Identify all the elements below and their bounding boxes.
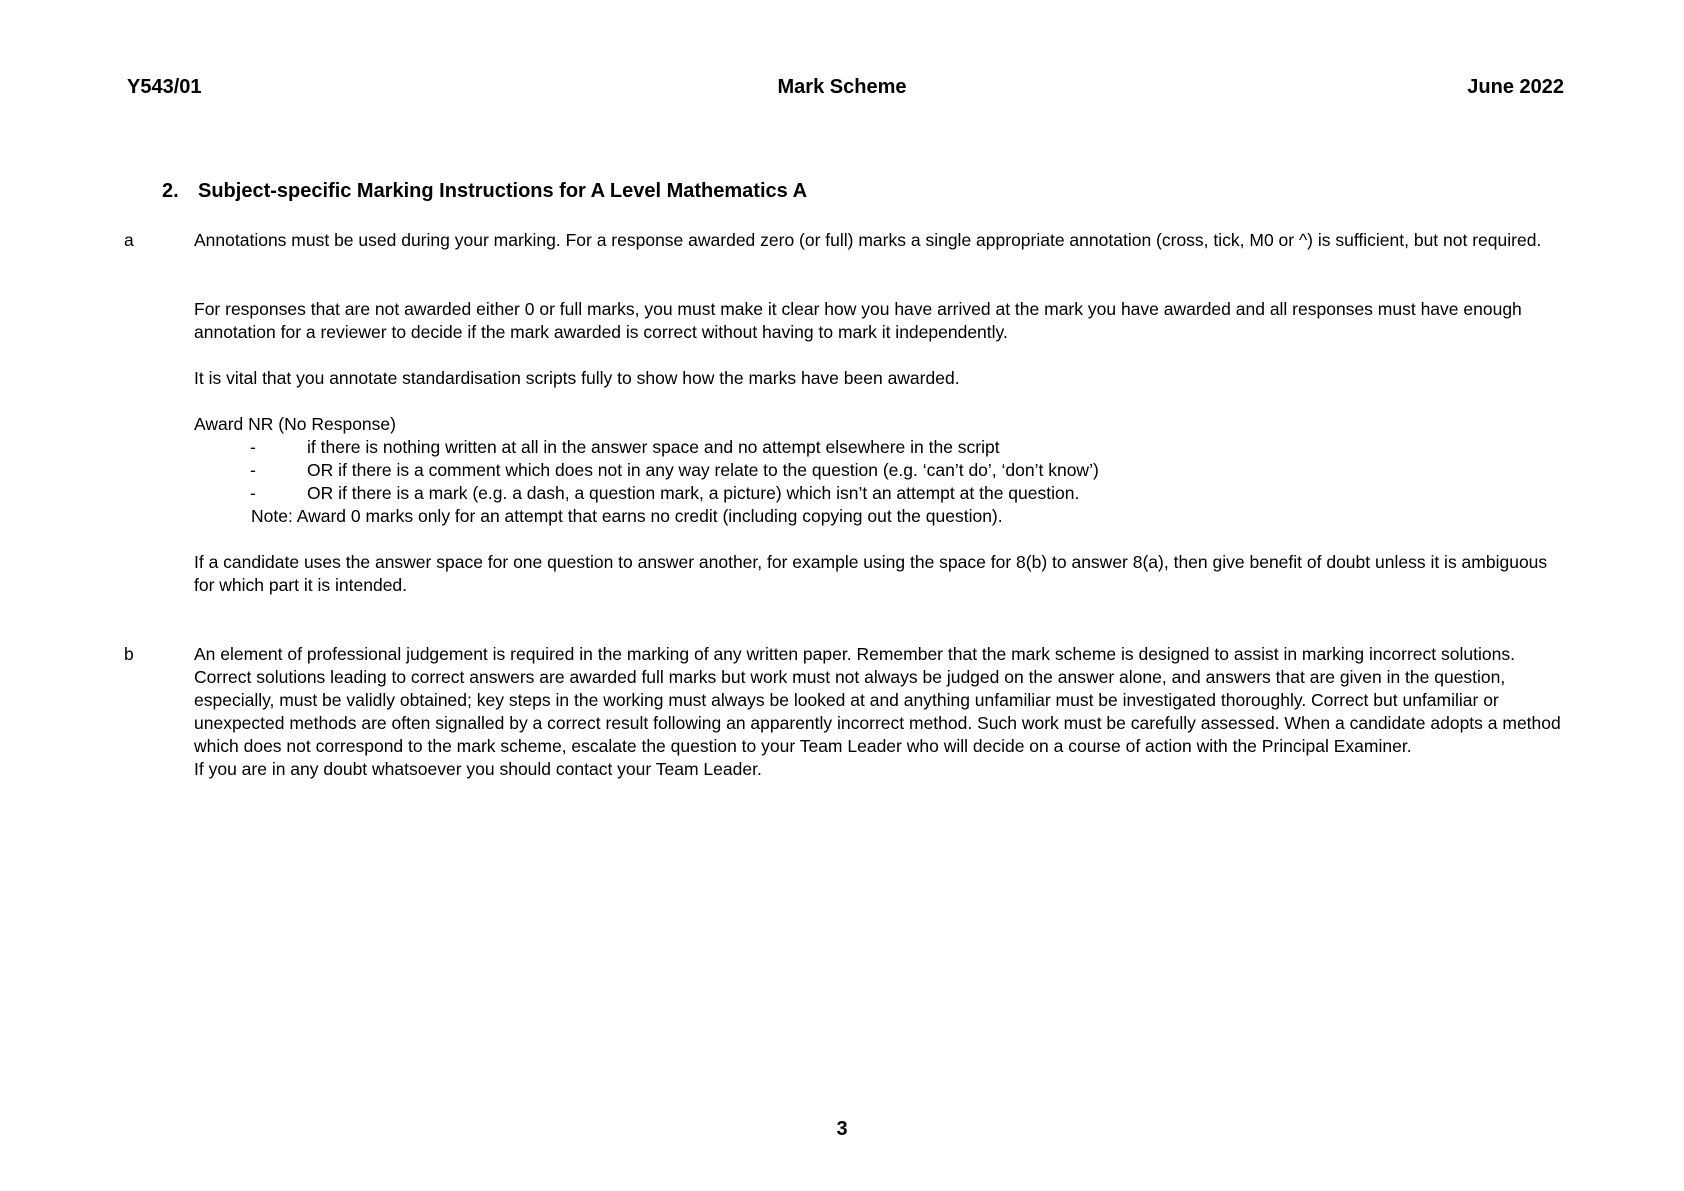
no-response-heading: Award NR (No Response) xyxy=(194,414,396,434)
paragraph-b-letter: b xyxy=(124,644,134,664)
list-item xyxy=(194,459,1564,482)
section-title: Subject-specific Marking Instructions for A Level Mathematics A xyxy=(198,180,808,202)
no-response-block xyxy=(194,413,1564,528)
list-item-text: OR if there is a comment which does not in any way relate to the question (e.g. ‘can’t do’, ‘don’t know’) xyxy=(307,460,1099,480)
answer-space-instruction: If a candidate uses the answer space for one question to answer another, for example using the space for 8(b) to answer 8(a), then give benefit of doubt unless it is ambiguous for which part it is intended. xyxy=(194,552,1548,595)
paragraph-a-partial-marks xyxy=(194,298,1564,344)
list-item-text: if there is nothing written at all in the answer space and no attempt elsewhere in the script xyxy=(307,437,1000,457)
page-header xyxy=(0,76,1684,106)
exam-date: June 2022 xyxy=(1467,76,1564,98)
page-number: 3 xyxy=(836,1118,848,1140)
partial-marks-instruction: For responses that are not awarded either 0 or full marks, you must make it clear how you have arrived at the mark you have awarded and all responses must have enough annotation for a reviewer to decide if the mark awarded is correct without having to mark it independently. xyxy=(194,299,1522,342)
paragraph-b-judgement xyxy=(194,643,1564,781)
dash-bullet: - xyxy=(250,483,256,503)
list-item-text: OR if there is a mark (e.g. a dash, a question mark, a picture) which isn’t an attempt at the question. xyxy=(307,483,1080,503)
judgement-instruction: An element of professional judgement is required in the marking of any written paper. Remember that the mark scheme is designed to assist in marking incorrect solutions. Correct solutions leading to correct answers are awarded full marks but work must not always be judged on the answer alone, and answers that are given in the question, especially, must be validly obtained; key steps in the working must always be looked at and anything unfamiliar must be investigated thoroughly. Correct but unfamiliar or unexpected methods are often signalled by a correct result following an apparently incorrect method. Such work must be carefully assessed. When a candidate adopts a method which does not correspond to the mark scheme, escalate the question to your Team Leader who will decide on a course of action with the Principal Examiner. xyxy=(194,644,1561,756)
no-response-note: Note: Award 0 marks only for an attempt that earns no credit (including copying out the question). xyxy=(251,506,1003,526)
annotation-instruction: Annotations must be used during your marking. For a response awarded zero (or full) marks a single appropriate annotation (cross, tick, M0 or ^) is sufficient, but not required. xyxy=(194,230,1542,250)
dash-bullet: - xyxy=(250,460,256,480)
list-item xyxy=(194,482,1564,505)
list-item xyxy=(194,436,1564,459)
section-number: 2. xyxy=(162,180,179,202)
no-response-list xyxy=(194,436,1564,505)
paragraph-a-letter: a xyxy=(124,230,134,250)
standardisation-instruction: It is vital that you annotate standardisation scripts fully to show how the marks have been awarded. xyxy=(194,368,960,388)
paragraph-a-standardisation xyxy=(194,367,1564,390)
dash-bullet: - xyxy=(250,437,256,457)
paragraph-a-answer-space xyxy=(194,551,1564,597)
document-title: Mark Scheme xyxy=(777,76,907,98)
paper-code: Y543/01 xyxy=(127,76,202,98)
contact-team-leader: If you are in any doubt whatsoever you should contact your Team Leader. xyxy=(194,759,762,779)
section-heading xyxy=(162,180,807,203)
paragraph-a-annotations xyxy=(194,229,1564,252)
